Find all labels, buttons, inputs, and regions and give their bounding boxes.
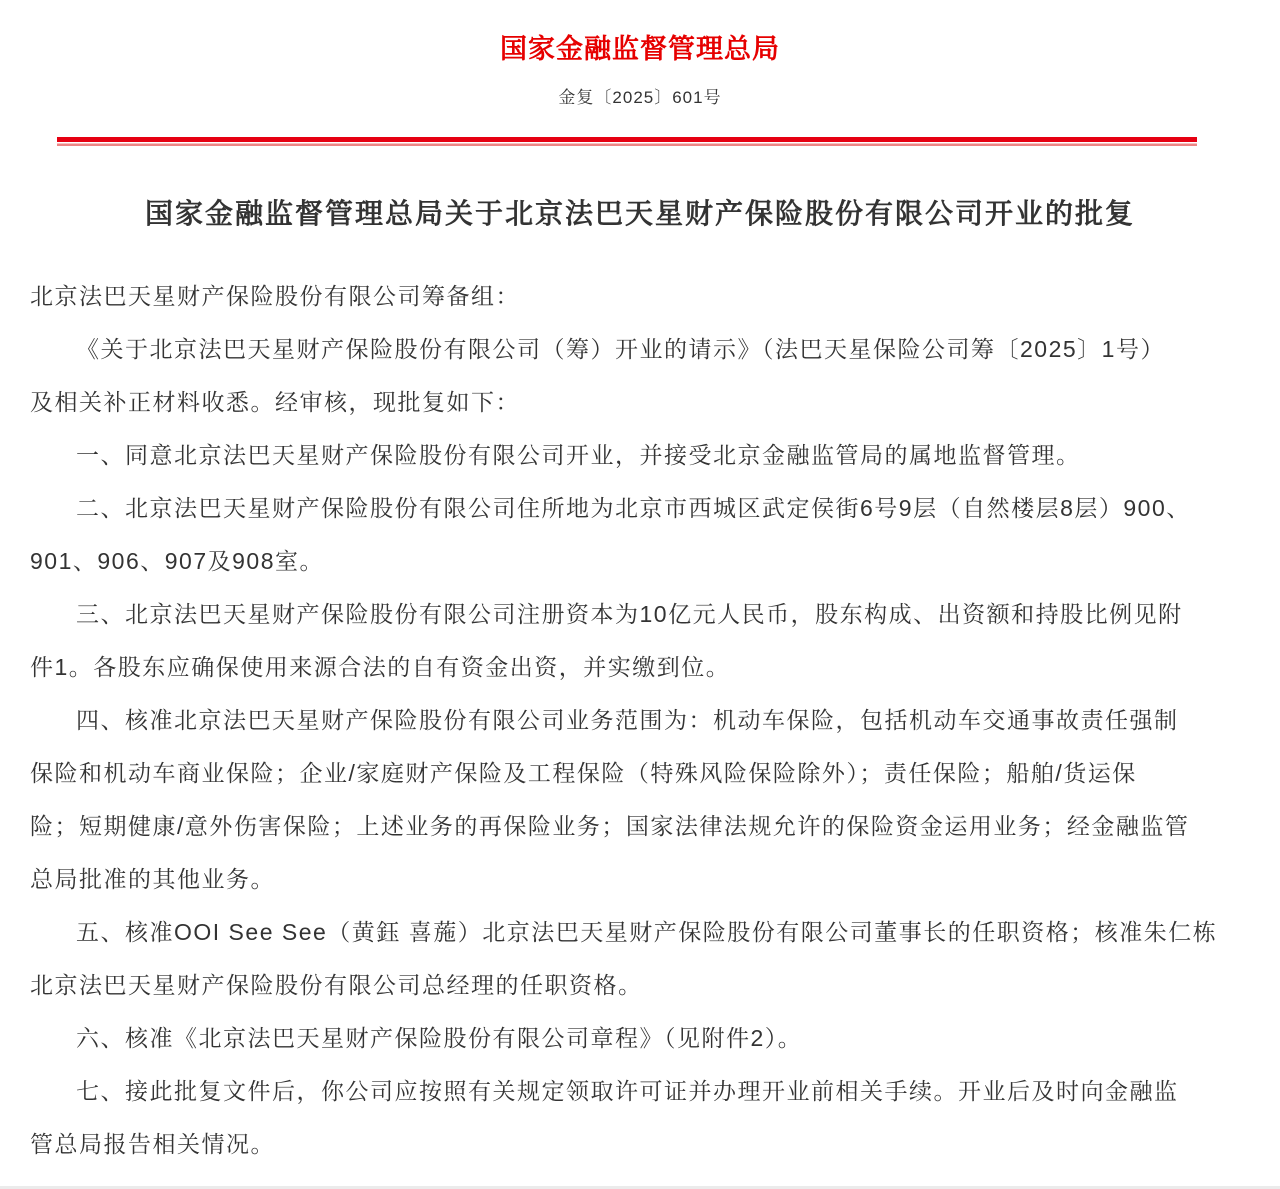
document-line: 五、核准OOI See See（黄鈺 喜葹）北京法巴天星财产保险股份有限公司董事长的任职资格；核准朱仁栋 xyxy=(76,919,1218,945)
document-line: 二、北京法巴天星财产保险股份有限公司住所地为北京市西城区武定侯街6号9层（自然楼层8层）900、 xyxy=(76,495,1191,521)
document-line: 三、北京法巴天星财产保险股份有限公司注册资本为10亿元人民币，股东构成、出资额和持股比例见附 xyxy=(76,601,1183,627)
document-line: 六、核准《北京法巴天星财产保险股份有限公司章程》（见附件2）。 xyxy=(76,1025,803,1051)
document-body xyxy=(0,270,1280,1171)
document-line: 901、906、907及908室。 xyxy=(30,548,324,574)
document-line: 总局批准的其他业务。 xyxy=(30,866,275,892)
document-line: 四、核准北京法巴天星财产保险股份有限公司业务范围为：机动车保险，包括机动车交通事故责任强制 xyxy=(76,707,1179,733)
document-line: 险；短期健康/意外伤害保险；上述业务的再保险业务；国家法律法规允许的保险资金运用业务；经金融监管 xyxy=(30,813,1190,839)
agency-title: 国家金融监督管理总局 xyxy=(500,34,780,64)
document-line: 北京法巴天星财产保险股份有限公司筹备组： xyxy=(30,283,520,309)
red-divider-rule xyxy=(57,137,1197,146)
document-line: 北京法巴天星财产保险股份有限公司总经理的任职资格。 xyxy=(30,972,643,998)
document-line: 管总局报告相关情况。 xyxy=(30,1131,275,1157)
document-line: 一、同意北京法巴天星财产保险股份有限公司开业，并接受北京金融监管局的属地监督管理。 xyxy=(76,442,1081,468)
document-line: 及相关补正材料收悉。经审核，现批复如下： xyxy=(30,389,520,415)
doc-number: 金复〔2025〕601号 xyxy=(558,88,722,107)
document-line: 《关于北京法巴天星财产保险股份有限公司（筹）开业的请示》（法巴天星保险公司筹〔2025〕1号） xyxy=(76,336,1165,362)
document-line: 保险和机动车商业保险；企业/家庭财产保险及工程保险（特殊风险保险除外）；责任保险；船舶/货运保 xyxy=(30,760,1137,786)
document-line: 七、接此批复文件后，你公司应按照有关规定领取许可证并办理开业前相关手续。开业后及时向金融监 xyxy=(76,1078,1179,1104)
document-title: 国家金融监督管理总局关于北京法巴天星财产保险股份有限公司开业的批复 xyxy=(144,198,1135,229)
document-line: 件1。各股东应确保使用来源合法的自有资金出资，并实缴到位。 xyxy=(30,654,731,680)
